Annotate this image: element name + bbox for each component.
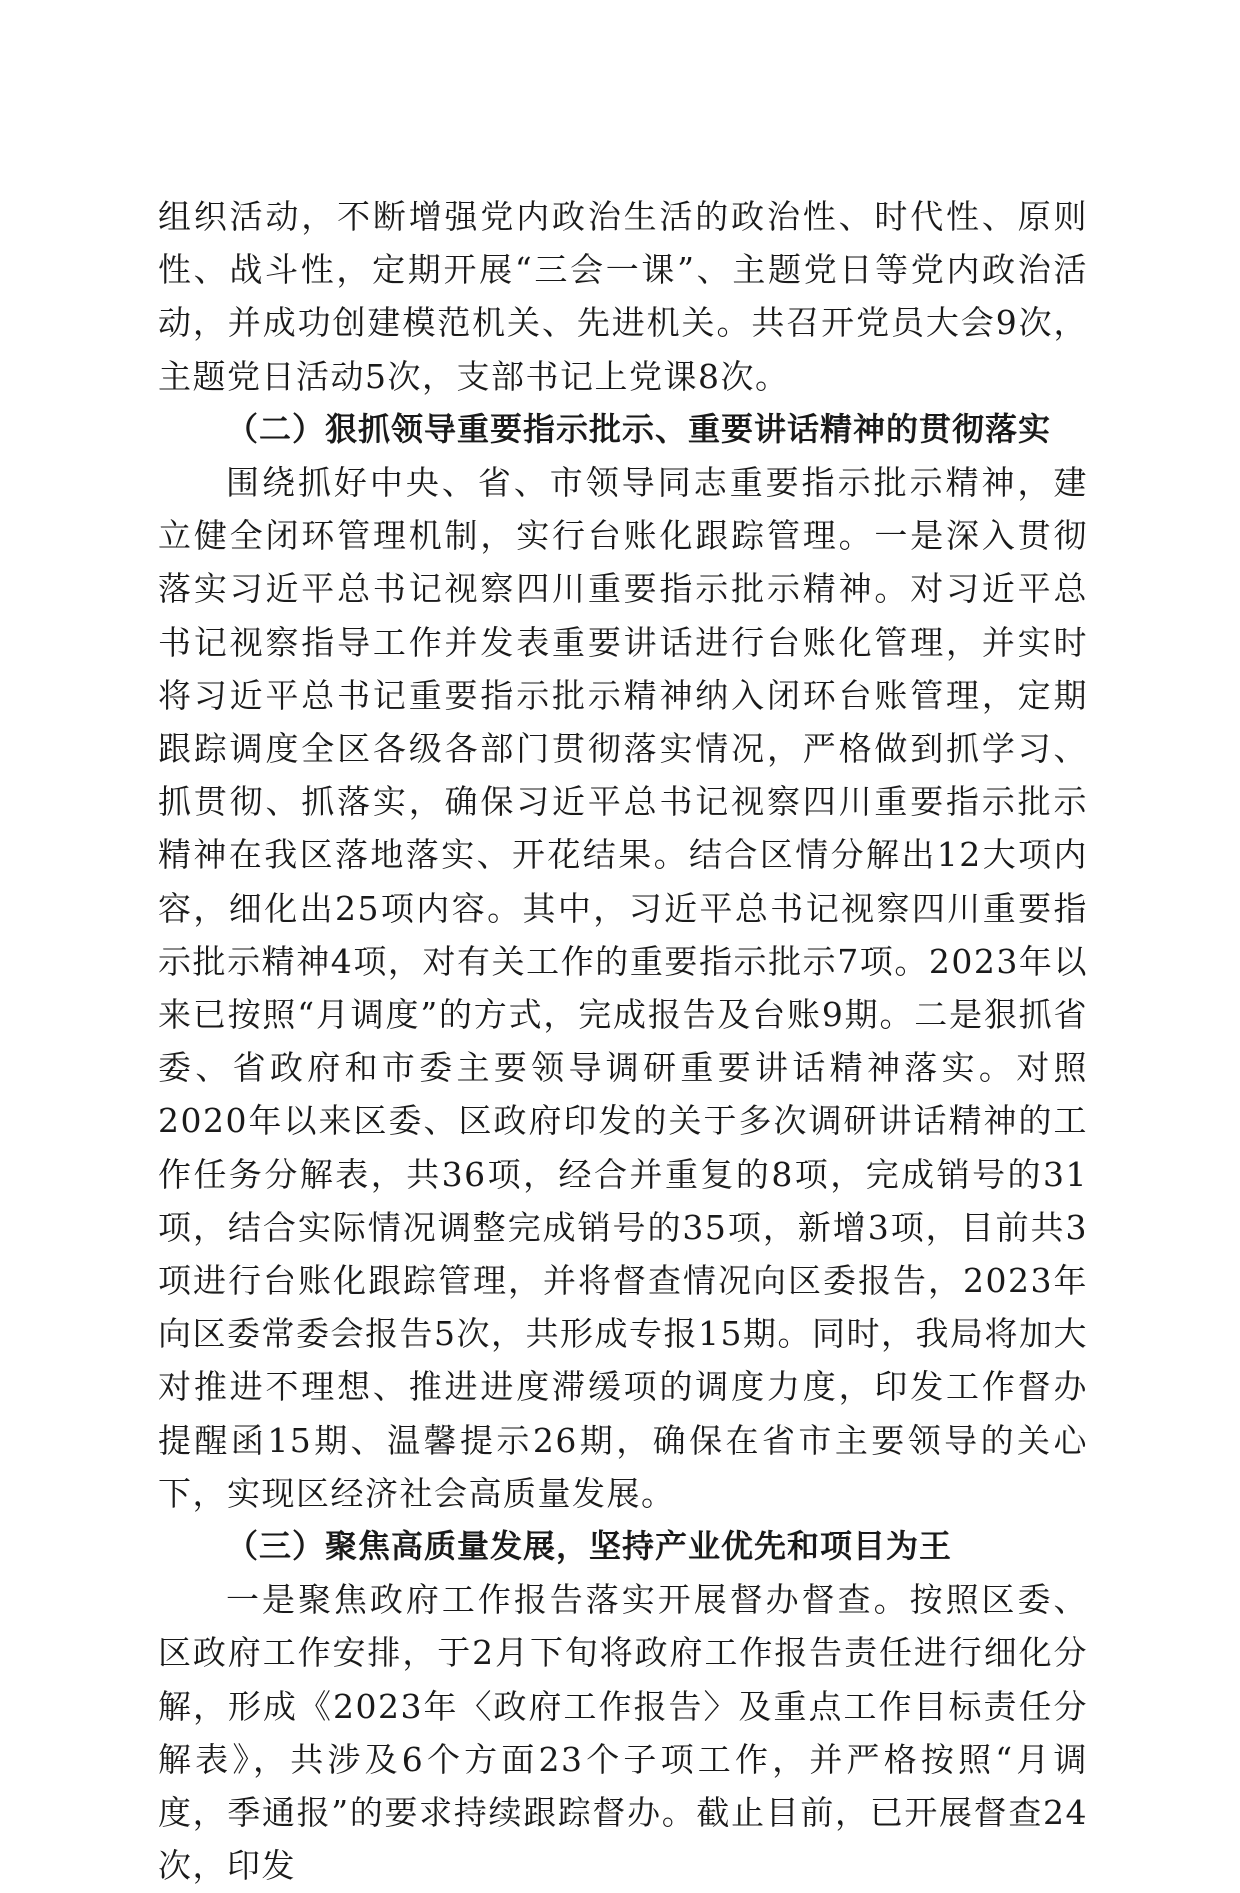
paragraph-high-quality-development: 一是聚焦政府工作报告落实开展督办督查。按照区委、区政府工作安排，于2月下旬将政府工作报告责任进行细化分解，形成《2023年〈政府工作报告〉及重点工作目标责任分解表》，共涉及6个方面23个子项工作，并严格按照“月调度，季通报”的要求持续跟踪督办。截止目前，已开展督查24次，印发	[158, 1580, 1088, 1886]
section-heading-2: （二）狠抓领导重要指示批示、重要讲话精神的贯彻落实	[226, 409, 1052, 448]
paragraph-party-activities: 组织活动，不断增强党内政治生活的政治性、时代性、原则性、战斗性，定期开展“三会一课”、主题党日等党内政治活动，并成功创建模范机关、先进机关。共召开党员大会9次，主题党日活动5次，支部书记上党课8次。	[158, 197, 1088, 396]
section-heading-3: （三）聚焦高质量发展，坚持产业优先和项目为王	[226, 1527, 953, 1566]
document-body	[158, 190, 1088, 1893]
paragraph-instructions-implementation: 围绕抓好中央、省、市领导同志重要指示批示精神，建立健全闭环管理机制，实行台账化跟踪管理。一是深入贯彻落实习近平总书记视察四川重要指示批示精神。对习近平总书记视察指导工作并发表重要讲话进行台账化管理，并实时将习近平总书记重要指示批示精神纳入闭环台账管理，定期跟踪调度全区各级各部门贯彻落实情况，严格做到抓学习、抓贯彻、抓落实，确保习近平总书记视察四川重要指示批示精神在我区落地落实、开花结果。结合区情分解出12大项内容，细化出25项内容。其中，习近平总书记视察四川重要指示批示精神4项，对有关工作的重要指示批示7项。2023年以来已按照“月调度”的方式，完成报告及台账9期。二是狠抓省委、省政府和市委主要领导调研重要讲话精神落实。对照2020年以来区委、区政府印发的关于多次调研讲话精神的工作任务分解表，共36项，经合并重复的8项，完成销号的31项，结合实际情况调整完成销号的35项，新增3项，目前共3项进行台账化跟踪管理，并将督查情况向区委报告，2023年向区委常委会报告5次，共形成专报15期。同时，我局将加大对推进不理想、推进进度滞缓项的调度力度，印发工作督办提醒函15期、温馨提示26期，确保在省市主要领导的关心下，实现区经济社会高质量发展。	[158, 463, 1088, 1513]
